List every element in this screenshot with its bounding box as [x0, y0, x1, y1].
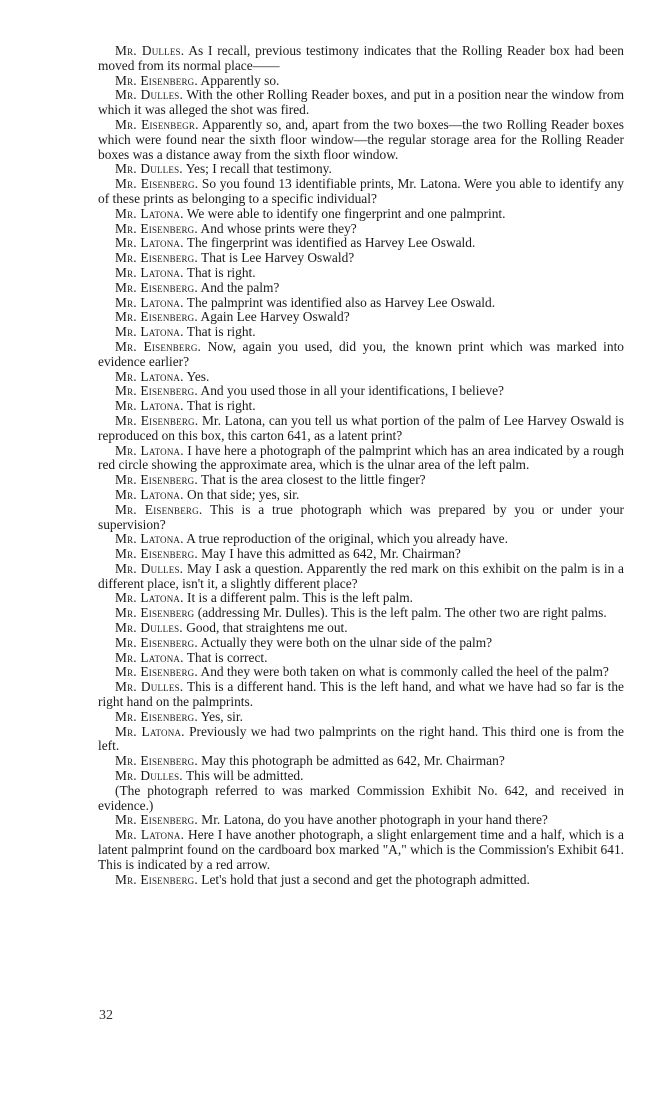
- speaker-name: Mr. Dulles.: [115, 43, 185, 58]
- testimony-paragraph: [98, 665, 624, 680]
- testimony-paragraph: [98, 473, 624, 488]
- speaker-name: Mr. Latona.: [115, 531, 184, 547]
- speaker-name: Mr. Eisenberg.: [115, 812, 198, 828]
- testimony-paragraph: [98, 562, 624, 592]
- testimony-paragraph: [98, 754, 624, 769]
- speaker-name: Mr. Latona.: [115, 368, 184, 384]
- speech-text: And you used those in all your identifications, I believe?: [200, 383, 504, 399]
- speaker-name: Mr. Latona.: [115, 723, 185, 739]
- testimony-paragraph: [98, 370, 624, 385]
- speech-text: So you found 13 identifiable prints, Mr. Latona. Were you able to identify any of these prints as belonging to a specific individual?: [98, 176, 624, 206]
- speech-text: Good, that straightens me out.: [186, 620, 348, 636]
- speaker-name: Mr. Eisenbegr.: [115, 116, 199, 132]
- testimony-paragraph: [98, 88, 624, 118]
- speaker-name: Mr. Eisenberg.: [115, 472, 198, 488]
- speech-text: That is Lee Harvey Oswald?: [201, 250, 355, 266]
- testimony-paragraph: [98, 591, 624, 606]
- speaker-name: Mr. Eisenberg.: [115, 250, 198, 266]
- speaker-name: Mr. Eisenberg.: [115, 412, 199, 428]
- testimony-paragraph: [98, 873, 624, 888]
- testimony-paragraph: [98, 680, 624, 710]
- speaker-name: Mr. Eisenberg: [115, 605, 195, 621]
- speaker-name: Mr. Eisenberg.: [115, 753, 198, 769]
- speaker-name: Mr. Dulles.: [115, 679, 184, 695]
- speaker-name: Mr. Eisenberg.: [115, 279, 198, 295]
- testimony-paragraph: [98, 621, 624, 636]
- testimony-paragraph: [98, 651, 624, 666]
- speech-text: With the other Rolling Reader boxes, and put in a position near the window from which it was alleged the shot was fired.: [98, 87, 624, 118]
- page-number: 32: [99, 1008, 113, 1023]
- speaker-name: Mr. Eisenberg.: [115, 708, 198, 724]
- speech-text: (addressing Mr. Dulles). This is the left palm. The other two are right palms.: [197, 605, 607, 621]
- speech-text: Previously we had two palmprints on the right hand. This third one is from the left.: [98, 723, 625, 754]
- speaker-name: Mr. Latona.: [115, 486, 184, 502]
- testimony-paragraph: [98, 118, 624, 162]
- testimony-paragraph: [98, 547, 624, 562]
- testimony-paragraph: [98, 251, 624, 266]
- speech-text: Yes.: [186, 368, 210, 384]
- speaker-name: Mr. Eisenberg.: [115, 634, 198, 650]
- speech-text: This is a true photograph which was prepared by you or under your supervision?: [98, 501, 625, 532]
- testimony-paragraph: [98, 636, 624, 651]
- testimony-paragraph: [98, 532, 624, 547]
- testimony-paragraph: [98, 236, 624, 251]
- speaker-name: Mr. Eisenberg.: [115, 220, 198, 236]
- testimony-paragraph: [98, 769, 624, 784]
- testimony-paragraph: [98, 281, 624, 296]
- speaker-name: Mr. Eisenberg.: [115, 383, 198, 399]
- speech-text: And they were both taken on what is commonly called the heel of the palm?: [200, 664, 609, 680]
- testimony-paragraph: [98, 784, 624, 814]
- transcript-page: [98, 44, 624, 887]
- speech-text: Here I have another photograph, a slight enlargement time and a half, which is a latent palmprint found on the cardboard box marked "A," which is the Commission's Exhibit 641. This is indicated by a red arrow.: [98, 827, 624, 872]
- speech-text: Mr. Latona, can you tell us what portion of the palm of Lee Harvey Oswald is reproduced on this box, this carton 641, as a latent print?: [98, 412, 624, 443]
- speaker-name: Mr. Latona.: [115, 235, 184, 251]
- speaker-name: Mr. Latona.: [115, 205, 184, 221]
- speaker-name: Mr. Dulles.: [115, 768, 183, 784]
- testimony-paragraph: [98, 266, 624, 281]
- testimony-paragraph: [98, 828, 624, 872]
- testimony-paragraph: [98, 606, 624, 621]
- speech-text: Apparently so, and, apart from the two boxes—the two Rolling Reader boxes which were found near the sixth floor window—the regular storage area for the Rolling Reader boxes was a distance away from the sixth floor window.: [98, 116, 625, 162]
- speaker-name: Mr. Latona.: [115, 294, 184, 310]
- testimony-paragraph: [98, 488, 624, 503]
- testimony-paragraph: [98, 296, 624, 311]
- speaker-name: Mr. Eisenberg.: [115, 501, 203, 517]
- speaker-name: Mr. Latona.: [115, 590, 184, 606]
- testimony-paragraph: [98, 162, 624, 177]
- speaker-name: Mr. Latona.: [115, 827, 185, 843]
- testimony-paragraph: [98, 325, 624, 340]
- speaker-name: Mr. Eisenberg.: [115, 338, 202, 354]
- speech-text: And the palm?: [200, 279, 280, 295]
- speech-text: Again Lee Harvey Oswald?: [200, 309, 350, 325]
- speaker-name: Mr. Latona.: [115, 264, 184, 280]
- speaker-name: Mr. Latona.: [115, 324, 184, 340]
- speech-text: We were able to identify one fingerprint and one palmprint.: [186, 205, 506, 221]
- speech-text: Yes, sir.: [200, 708, 243, 724]
- speech-text: On that side; yes, sir.: [187, 486, 300, 502]
- speech-text: That is right.: [186, 264, 256, 280]
- testimony-paragraph: [98, 310, 624, 325]
- speaker-name: Mr. Eisenberg.: [115, 546, 198, 562]
- speech-text: May I ask a question. Apparently the red mark on this exhibit on the palm is in a different place, isn't it, a slightly different place?: [98, 560, 624, 591]
- testimony-paragraph: [98, 399, 624, 414]
- speech-text: That is right.: [186, 324, 256, 340]
- speech-text: And whose prints were they?: [200, 220, 357, 236]
- testimony-paragraph: [98, 503, 624, 533]
- speaker-name: Mr. Dulles.: [115, 161, 183, 177]
- speech-text: Mr. Latona, do you have another photograph in your hand there?: [201, 812, 548, 828]
- testimony-paragraph: [98, 710, 624, 725]
- speaker-name: Mr. Latona.: [115, 442, 184, 458]
- speech-text: Now, again you used, did you, the known print which was marked into evidence earlier?: [98, 338, 624, 369]
- speaker-name: Mr. Dulles.: [115, 87, 184, 103]
- speech-text: May this photograph be admitted as 642, Mr. Chairman?: [201, 753, 505, 769]
- speech-text: That is right.: [186, 398, 256, 414]
- testimony-paragraph: [98, 177, 624, 207]
- speaker-name: Mr. Eisenberg.: [115, 309, 198, 325]
- testimony-paragraph: [98, 813, 624, 828]
- speech-text: That is correct.: [186, 649, 268, 665]
- testimony-paragraph: [98, 44, 624, 74]
- testimony-paragraph: [98, 725, 624, 755]
- speech-text: (The photograph referred to was marked Commission Exhibit No. 642, and received in evidence.): [98, 782, 624, 813]
- speech-text: This is a different hand. This is the left hand, and what we have had so far is the right hand on the palmprints.: [98, 679, 624, 710]
- testimony-paragraph: [98, 414, 624, 444]
- testimony-paragraph: [98, 207, 624, 222]
- speech-text: A true reproduction of the original, which you already have.: [186, 531, 508, 547]
- speech-text: May I have this admitted as 642, Mr. Chairman?: [201, 546, 461, 562]
- speech-text: The palmprint was identified also as Harvey Lee Oswald.: [186, 294, 496, 310]
- speaker-name: Mr. Latona.: [115, 398, 184, 414]
- testimony-paragraph: [98, 222, 624, 237]
- speaker-name: Mr. Eisenberg.: [115, 664, 198, 680]
- speech-text: It is a different palm. This is the left palm.: [187, 590, 414, 606]
- testimony-paragraph: [98, 384, 624, 399]
- speech-text: Apparently so.: [200, 72, 280, 88]
- speech-text: Let's hold that just a second and get the photograph admitted.: [201, 871, 530, 887]
- testimony-paragraph: [98, 444, 624, 474]
- speech-text: That is the area closest to the little finger?: [201, 472, 426, 488]
- speech-text: Actually they were both on the ulnar side of the palm?: [200, 634, 493, 650]
- speech-text: I have here a photograph of the palmprint which has an area indicated by a rough red circle showing the approximate area, which is the ulnar area of the left palm.: [98, 442, 624, 473]
- speaker-name: Mr. Dulles.: [115, 560, 184, 576]
- speaker-name: Mr. Eisenberg.: [115, 176, 199, 192]
- speaker-name: Mr. Latona.: [115, 649, 184, 665]
- speech-text: Yes; I recall that testimony.: [185, 161, 332, 177]
- speaker-name: Mr. Eisenberg.: [115, 72, 198, 88]
- speaker-name: Mr. Eisenberg.: [115, 871, 198, 887]
- speech-text: As I recall, previous testimony indicates that the Rolling Reader box had been moved from its normal place——: [98, 43, 624, 73]
- testimony-paragraph: [98, 74, 624, 89]
- testimony-paragraph: [98, 340, 624, 370]
- speaker-name: Mr. Dulles.: [115, 620, 183, 636]
- speech-text: This will be admitted.: [185, 768, 304, 784]
- speech-text: The fingerprint was identified as Harvey Lee Oswald.: [186, 235, 476, 251]
